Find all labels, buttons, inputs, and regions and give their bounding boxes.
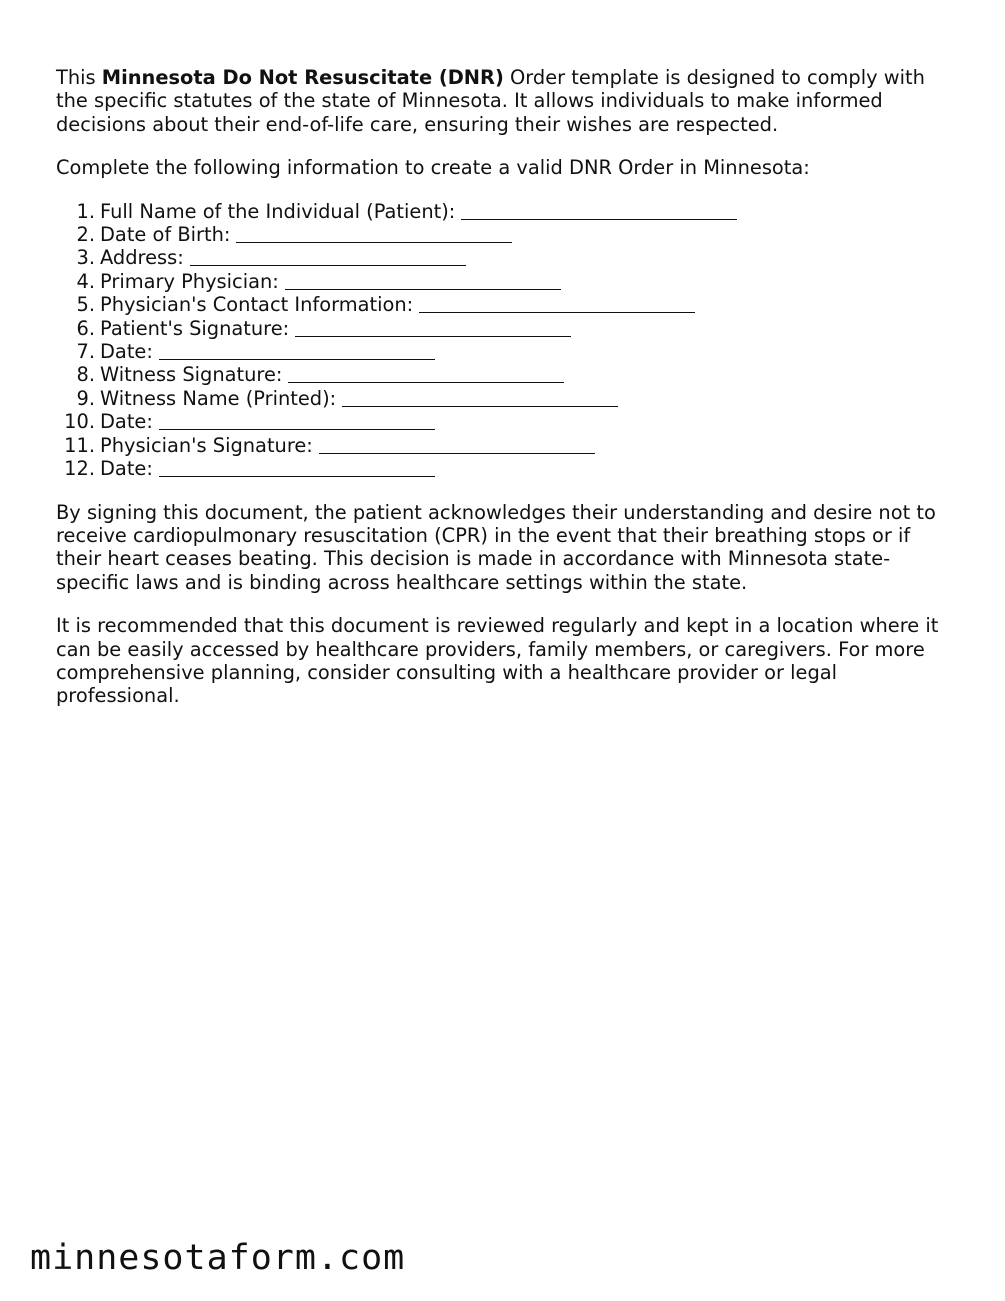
field-physician-date	[56, 457, 961, 480]
field-label: Physician's Contact Information:	[100, 293, 414, 317]
field-witness-date	[56, 410, 961, 433]
field-list	[56, 200, 961, 481]
patient-name-blank[interactable]	[461, 200, 737, 220]
field-number: 8.	[76, 363, 95, 387]
field-witness-signature	[56, 363, 961, 386]
field-primary-physician	[56, 270, 961, 293]
field-number: 12.	[64, 457, 95, 481]
field-number: 10.	[64, 410, 95, 434]
field-physician-contact	[56, 293, 961, 316]
field-label: Date:	[100, 410, 153, 434]
patient-date-blank[interactable]	[159, 340, 435, 360]
field-label: Physician's Signature:	[100, 433, 313, 457]
field-label: Patient's Signature:	[100, 316, 290, 340]
acknowledgment-paragraph: By signing this document, the patient acknowledges their understanding and desire not to receive cardiopulmonary resuscitation (CPR) in the event that their breathing stops or if their heart ceases beating. This decision is made in accordance with Minnesota state-specific laws and is binding across healthcare settings within the state.	[56, 500, 936, 594]
field-number: 7.	[76, 340, 95, 364]
patient-signature-blank[interactable]	[295, 317, 571, 337]
field-label: Date:	[100, 457, 153, 481]
primary-physician-blank[interactable]	[285, 270, 561, 290]
field-number: 6.	[76, 316, 95, 340]
field-label: Full Name of the Individual (Patient):	[100, 199, 456, 223]
field-number: 2.	[76, 223, 95, 247]
field-date-of-birth	[56, 223, 961, 246]
site-watermark: minnesotaform.com	[30, 1238, 406, 1278]
physician-signature-blank[interactable]	[319, 434, 595, 454]
field-label: Address:	[100, 246, 184, 270]
field-number: 1.	[76, 199, 95, 223]
field-label: Date:	[100, 340, 153, 364]
field-number: 5.	[76, 293, 95, 317]
physician-date-blank[interactable]	[159, 457, 435, 477]
intro-suffix: Order template is designed to comply with the specific statutes of the state of Minnesota. It allows individuals to make informed decisions about their end-of-life care, ensuring their wishes are respected.	[56, 66, 925, 136]
field-label: Date of Birth:	[100, 223, 231, 247]
field-number: 11.	[64, 433, 95, 457]
field-label: Witness Signature:	[100, 363, 283, 387]
field-number: 3.	[76, 246, 95, 270]
document-body	[56, 66, 961, 728]
recommendation-paragraph: It is recommended that this document is reviewed regularly and kept in a location where it can be easily accessed by healthcare providers, family members, or caregivers. For more comprehensive planning, consider consulting with a healthcare provider or legal professional.	[56, 614, 939, 708]
physician-contact-blank[interactable]	[419, 293, 695, 313]
field-patient-name	[56, 200, 961, 223]
field-physician-signature	[56, 434, 961, 457]
field-label: Witness Name (Printed):	[100, 386, 337, 410]
field-address	[56, 246, 961, 269]
field-patient-date	[56, 340, 961, 363]
form-name: Minnesota Do Not Resuscitate (DNR)	[101, 66, 504, 89]
witness-date-blank[interactable]	[159, 410, 435, 430]
field-witness-name	[56, 387, 961, 410]
address-blank[interactable]	[190, 246, 466, 266]
witness-signature-blank[interactable]	[288, 363, 564, 383]
field-label: Primary Physician:	[100, 269, 279, 293]
field-number: 9.	[76, 386, 95, 410]
field-number: 4.	[76, 269, 95, 293]
field-patient-signature	[56, 317, 961, 340]
date-of-birth-blank[interactable]	[236, 223, 512, 243]
witness-name-blank[interactable]	[342, 387, 618, 407]
instruction-text: Complete the following information to create a valid DNR Order in Minnesota:	[56, 156, 810, 180]
intro-prefix: This	[56, 66, 102, 89]
intro-paragraph	[56, 66, 961, 136]
